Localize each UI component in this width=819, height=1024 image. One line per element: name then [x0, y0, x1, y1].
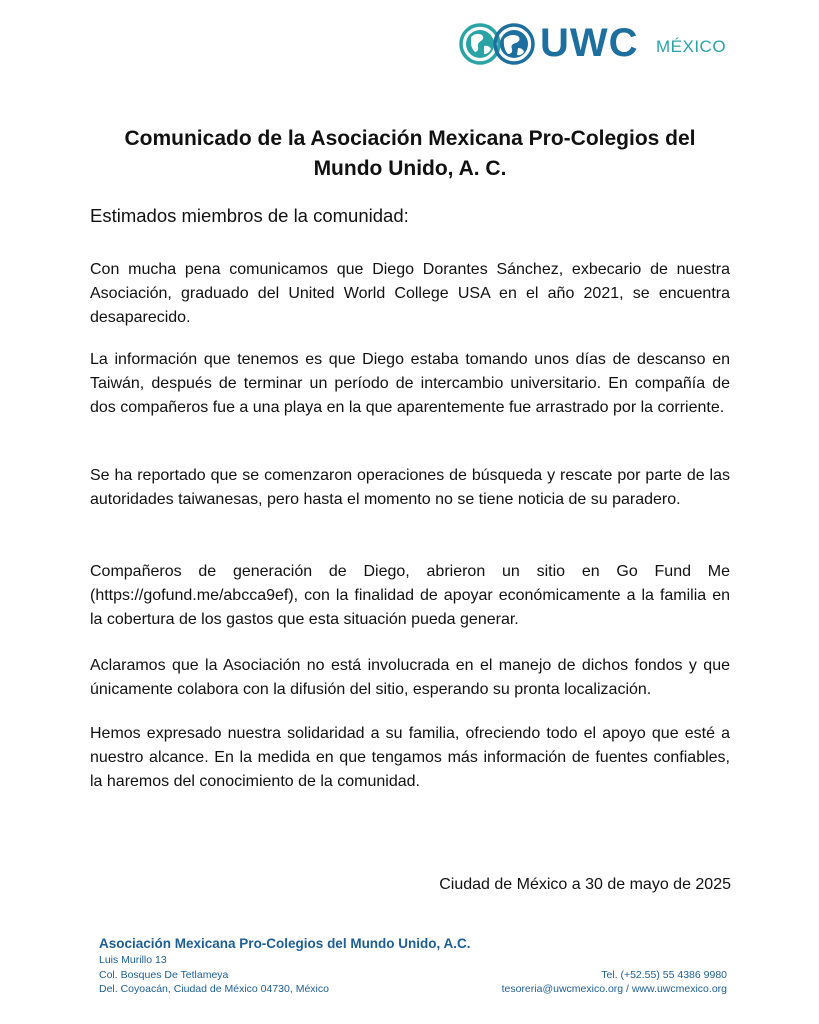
paragraph-search: Se ha reportado que se comenzaron operaciones de búsqueda y rescate por parte de las autoridades taiwanesas, pero hasta el momento no se tiene noticia de su paradero. — [90, 467, 730, 508]
footer-address-city: Del. Coyoacán, Ciudad de México 04730, México — [99, 983, 329, 995]
uwc-mexico-logo — [458, 20, 738, 70]
globe-icon — [458, 22, 536, 66]
paragraph-information: La información que tenemos es que Diego estaba tomando unos días de descanso en Taiwán, después de terminar un período de intercambio universitario. En compañía de dos compañeros fue a una playa en la que aparentemente fue arrastrado por la corriente. — [90, 351, 730, 416]
paragraph-disappearance: Con mucha pena comunicamos que Diego Dorantes Sánchez, exbecario de nuestra Asociación, graduado del United World College USA en el año 2021, se encuentra desaparecido. — [90, 261, 730, 326]
paragraph-gofundme: Compañeros de generación de Diego, abrieron un sitio en Go Fund Me (https://gofund.me/abcca9ef), con la finalidad de apoyar económicamente a la familia en la cobertura de los gastos que esta situación pueda generar. — [90, 563, 730, 628]
greeting: Estimados miembros de la comunidad: — [90, 205, 409, 226]
footer-phone: Tel. (+52.55) 55 4386 9980 — [601, 969, 727, 981]
footer-address-colony: Col. Bosques De Tetlameya — [99, 969, 229, 981]
paragraph-clarification: Aclaramos que la Asociación no está involucrada en el manejo de dichos fondos y que únicamente colabora con la difusión del sitio, esperando su pronta localización. — [90, 657, 730, 698]
footer-address-street: Luis Murillo 13 — [99, 954, 167, 966]
date-line: Ciudad de México a 30 de mayo de 2025 — [439, 876, 731, 893]
logo-country: MÉXICO — [656, 37, 727, 56]
footer-org-name: Asociación Mexicana Pro-Colegios del Mundo Unido, A.C. — [99, 936, 471, 951]
paragraph-solidarity: Hemos expresado nuestra solidaridad a su familia, ofreciendo todo el apoyo que esté a nuestro alcance. En la medida en que tengamos más información de fuentes confiables, la haremos del conocimiento de la comunidad. — [90, 725, 730, 790]
page-title: Comunicado de la Asociación Mexicana Pro-Colegios del Mundo Unido, A. C. — [124, 127, 696, 180]
logo-brand: UWC — [540, 21, 639, 65]
footer-contact: tesoreria@uwcmexico.org / www.uwcmexico.org — [501, 983, 727, 995]
